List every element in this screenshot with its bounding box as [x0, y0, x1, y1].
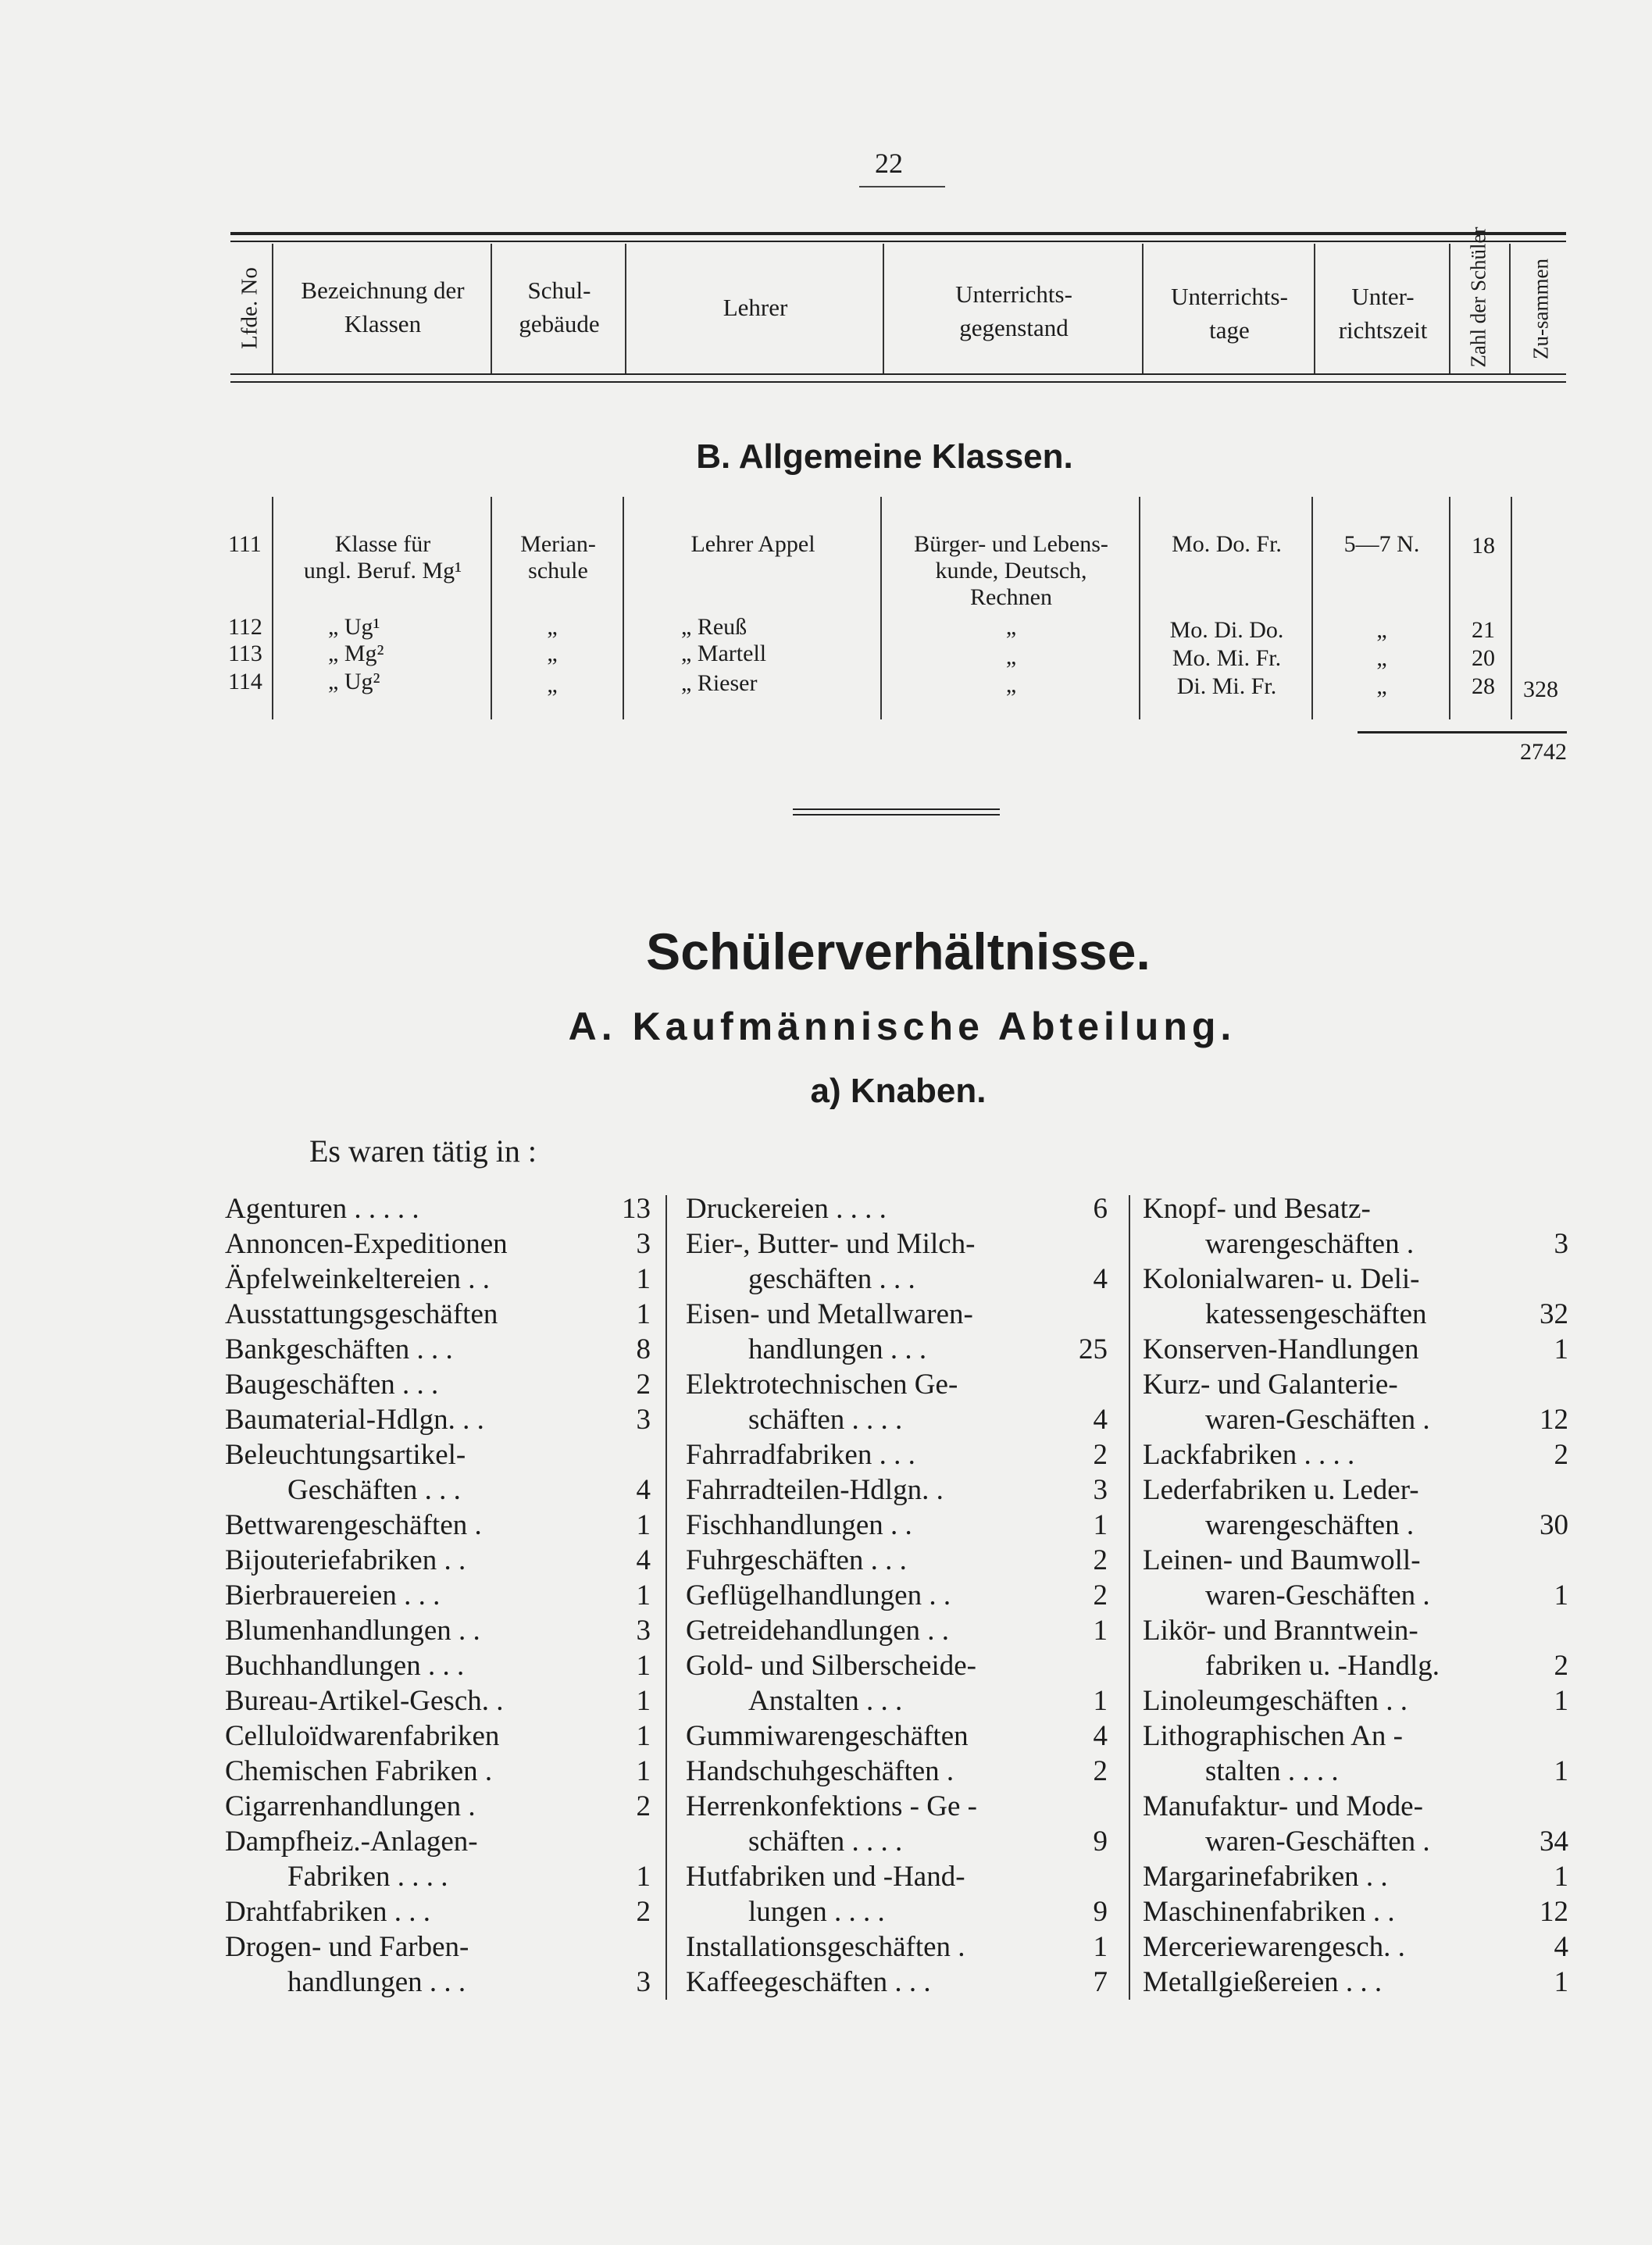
table-top-rule-thin	[230, 241, 1566, 242]
list-item-count: 2	[636, 1369, 651, 1401]
list-item-count: 1	[1554, 1685, 1568, 1717]
list-item	[225, 1965, 651, 2000]
section-title: B. Allgemeine Klassen.	[696, 437, 1073, 476]
list-item-label: Bettwarengeschäften .	[225, 1509, 482, 1541]
list-item-count: 12	[1540, 1404, 1568, 1436]
list-item-count: 13	[622, 1193, 651, 1225]
list-item	[1143, 1929, 1568, 1965]
list-item	[225, 1929, 651, 1965]
list-item-count: 1	[1093, 1509, 1108, 1541]
list-item	[1143, 1262, 1568, 1297]
list-item-count: 3	[636, 1615, 651, 1647]
list-item-label: Lackfabriken . . . .	[1143, 1439, 1355, 1471]
list-item	[225, 1191, 651, 1226]
row-114-gegenstand: „	[1005, 672, 1017, 698]
row-114-zahl: 28	[1472, 673, 1495, 699]
list-item-label: Chemischen Fabriken .	[225, 1755, 493, 1787]
row-112-zeit: „	[1376, 617, 1387, 643]
subsubheading: a) Knaben.	[810, 1072, 987, 1110]
list-item-count: 1	[1554, 1755, 1568, 1787]
body-separator	[272, 497, 273, 719]
list-item-count: 3	[1554, 1228, 1568, 1260]
list-item-label: Kurz- und Galanterie-	[1143, 1369, 1398, 1401]
list-item-label: Margarinefabriken . .	[1143, 1861, 1388, 1893]
list-item-label: Manufaktur- und Mode-	[1143, 1790, 1423, 1822]
list-item	[225, 1543, 651, 1578]
header-separator	[1314, 244, 1315, 373]
list-item-count: 1	[636, 1579, 651, 1611]
row-111-gebaeude: Merian- schule	[520, 531, 596, 584]
list-item	[686, 1402, 1108, 1437]
list-item-label: Getreidehandlungen . .	[686, 1615, 949, 1647]
list-item-label: Geschäften . . .	[287, 1474, 461, 1506]
table-header-bottom-rule	[230, 373, 1566, 375]
row-114-no: 114	[228, 669, 262, 694]
list-item	[225, 1789, 651, 1824]
row-113-zahl: 20	[1472, 645, 1495, 671]
list-item-label: Leinen- und Baumwoll-	[1143, 1544, 1421, 1576]
list-item	[1143, 1754, 1568, 1789]
list-item-label: Elektrotechnischen Ge-	[686, 1369, 958, 1401]
list-item	[225, 1297, 651, 1332]
list-item	[686, 1508, 1108, 1543]
header-unterrichtstage: Unterrichts- tage	[1171, 283, 1288, 344]
list-item-count: 1	[636, 1650, 651, 1682]
list-item-count: 1	[1554, 1966, 1568, 1998]
list-item	[225, 1437, 651, 1472]
list-item	[686, 1648, 1108, 1683]
list-column-1	[225, 1191, 651, 2000]
list-item	[686, 1859, 1108, 1894]
list-item-label: Annoncen-Expeditionen	[225, 1228, 508, 1260]
list-item-label: Cigarrenhandlungen .	[225, 1790, 476, 1822]
row-111-zeit: 5—7 N.	[1343, 531, 1420, 557]
list-item-label: Eier-, Butter- und Milch-	[686, 1228, 976, 1260]
header-lfde-no: Lfde. No	[237, 267, 262, 349]
row-112-lehrer: „ Reuß	[681, 614, 748, 640]
subtotal-zusammen: 328	[1523, 676, 1558, 702]
list-item-count: 9	[1093, 1896, 1108, 1928]
list-item	[1143, 1226, 1568, 1262]
list-item	[225, 1859, 651, 1894]
list-item-label: Lithographischen An -	[1143, 1720, 1403, 1752]
list-item	[1143, 1332, 1568, 1367]
body-separator	[491, 497, 492, 719]
header-unterrichtszeit: Unter- richtszeit	[1338, 283, 1428, 344]
list-column-separator	[665, 1195, 667, 2000]
header-unterrichtsgegenstand: Unterrichts- gegenstand	[955, 280, 1072, 341]
list-item	[686, 1226, 1108, 1262]
list-item-count: 3	[636, 1228, 651, 1260]
header-separator	[1142, 244, 1144, 373]
list-item-label: Fahrradteilen-Hdlgn. .	[686, 1474, 944, 1506]
list-item-label: Baugeschäften . . .	[225, 1369, 439, 1401]
row-113-klasse: „ Mg²	[328, 641, 384, 666]
row-113-gebaeude: „	[547, 641, 558, 666]
list-item-label: Beleuchtungsartikel-	[225, 1439, 466, 1471]
list-item-label: Baumaterial-Hdlgn. . .	[225, 1404, 484, 1436]
row-112-gegenstand: „	[1005, 614, 1017, 640]
list-item	[1143, 1543, 1568, 1578]
list-item-label: Eisen- und Metallwaren-	[686, 1298, 973, 1330]
list-item-count: 2	[1093, 1439, 1108, 1471]
row-114-zeit: „	[1376, 673, 1387, 699]
row-112-klasse: „ Ug¹	[328, 614, 380, 640]
list-item	[686, 1613, 1108, 1648]
list-item	[686, 1754, 1108, 1789]
list-item-label: schäften . . . .	[748, 1826, 903, 1858]
body-separator	[1139, 497, 1140, 719]
list-item-label: warengeschäften .	[1205, 1228, 1415, 1260]
list-item	[225, 1894, 651, 1929]
list-item-label: Buchhandlungen . . .	[225, 1650, 465, 1682]
grand-total: 2742	[1520, 739, 1567, 765]
row-111-no: 111	[228, 531, 262, 557]
list-item	[1143, 1789, 1568, 1824]
list-item	[686, 1683, 1108, 1719]
row-113-zeit: „	[1376, 645, 1387, 671]
list-item-count: 4	[1093, 1263, 1108, 1295]
list-item-count: 1	[1554, 1861, 1568, 1893]
list-item-count: 2	[1093, 1544, 1108, 1576]
row-111-gegenstand: Bürger- und Lebens- kunde, Deutsch, Rechnen	[914, 531, 1108, 610]
list-item-label: Äpfelweinkeltereien . .	[225, 1263, 491, 1295]
list-item-label: Blumenhandlungen . .	[225, 1615, 480, 1647]
body-separator	[1311, 497, 1313, 719]
list-item	[225, 1719, 651, 1754]
list-item	[686, 1367, 1108, 1402]
list-item-label: schäften . . . .	[748, 1404, 903, 1436]
row-111-klasse: Klasse für ungl. Beruf. Mg¹	[303, 531, 462, 584]
list-item-label: Celluloïdwarenfabriken	[225, 1720, 500, 1752]
list-item-count: 3	[1093, 1474, 1108, 1506]
list-item	[686, 1472, 1108, 1508]
list-item-count: 2	[636, 1896, 651, 1928]
list-item	[1143, 1719, 1568, 1754]
list-item-label: Anstalten . . .	[748, 1685, 903, 1717]
list-item	[1143, 1297, 1568, 1332]
list-item	[1143, 1683, 1568, 1719]
row-114-klasse: „ Ug²	[328, 669, 380, 694]
list-item	[225, 1472, 651, 1508]
list-item-count: 4	[1093, 1720, 1108, 1752]
list-item-label: lungen . . . .	[748, 1896, 885, 1928]
page-number: 22	[875, 148, 903, 179]
row-112-tage: Mo. Di. Do.	[1169, 617, 1284, 643]
list-item-label: Installationsgeschäften .	[686, 1931, 965, 1963]
page-number-underline	[859, 186, 945, 187]
list-item-count: 4	[636, 1544, 651, 1576]
list-item-count: 1	[1554, 1579, 1568, 1611]
header-zahl-der-schueler: Zahl der Schüler	[1466, 227, 1490, 368]
list-item-label: handlungen . . .	[748, 1333, 927, 1365]
section-divider-2	[793, 814, 1000, 816]
list-item	[225, 1613, 651, 1648]
list-item	[1143, 1472, 1568, 1508]
list-item-label: Bureau-Artikel-Gesch. .	[225, 1685, 504, 1717]
list-item	[686, 1332, 1108, 1367]
row-114-lehrer: „ Rieser	[681, 670, 758, 696]
header-zusammen: Zu-sammen	[1529, 259, 1553, 359]
list-item-label: Bierbrauereien . . .	[225, 1579, 441, 1611]
body-separator	[880, 497, 882, 719]
list-item-count: 9	[1093, 1826, 1108, 1858]
list-item	[686, 1191, 1108, 1226]
row-113-gegenstand: „	[1005, 644, 1017, 669]
list-item-label: geschäften . . .	[748, 1263, 915, 1295]
list-item-label: Knopf- und Besatz-	[1143, 1193, 1371, 1225]
row-111-zahl: 18	[1472, 533, 1495, 559]
row-112-zahl: 21	[1472, 617, 1495, 643]
list-item-label: waren-Geschäften .	[1205, 1826, 1430, 1858]
list-item	[225, 1754, 651, 1789]
list-item-count: 1	[1093, 1615, 1108, 1647]
list-item	[686, 1824, 1108, 1859]
list-item-count: 12	[1540, 1896, 1568, 1928]
list-item-count: 3	[636, 1966, 651, 1998]
list-item	[225, 1226, 651, 1262]
list-item-label: Geflügelhandlungen . .	[686, 1579, 951, 1611]
list-item-count: 1	[636, 1720, 651, 1752]
row-114-tage: Di. Mi. Fr.	[1176, 673, 1277, 699]
row-112-gebaeude: „	[547, 614, 558, 640]
list-item-label: Kolonialwaren- u. Deli-	[1143, 1263, 1420, 1295]
list-item	[1143, 1824, 1568, 1859]
list-item	[1143, 1402, 1568, 1437]
list-item-count: 2	[1554, 1650, 1568, 1682]
list-item	[225, 1367, 651, 1402]
list-item	[225, 1402, 651, 1437]
list-item-count: 4	[636, 1474, 651, 1506]
row-111-tage: Mo. Do. Fr.	[1172, 531, 1282, 557]
list-item-count: 3	[636, 1404, 651, 1436]
list-item-label: Handschuhgeschäften .	[686, 1755, 954, 1787]
header-separator	[625, 244, 626, 373]
list-item-label: Konserven-Handlungen	[1143, 1333, 1419, 1365]
list-item-label: Dampfheiz.-Anlagen-	[225, 1826, 478, 1858]
intro-text: Es waren tätig in :	[309, 1133, 537, 1169]
list-item	[225, 1648, 651, 1683]
list-item-label: Drogen- und Farben-	[225, 1931, 469, 1963]
list-column-separator	[1129, 1195, 1130, 2000]
body-separator	[1449, 497, 1450, 719]
list-item-label: waren-Geschäften .	[1205, 1579, 1430, 1611]
list-item	[225, 1578, 651, 1613]
list-item	[1143, 1648, 1568, 1683]
list-item-count: 25	[1079, 1333, 1108, 1365]
list-item	[1143, 1965, 1568, 2000]
list-item-count: 1	[636, 1298, 651, 1330]
row-112-no: 112	[228, 614, 262, 640]
list-item	[686, 1262, 1108, 1297]
main-heading: Schülerverhältnisse.	[646, 923, 1151, 980]
list-item-label: Agenturen . . . . .	[225, 1193, 419, 1225]
list-item	[686, 1789, 1108, 1824]
list-item	[1143, 1859, 1568, 1894]
list-item	[686, 1437, 1108, 1472]
header-separator	[883, 244, 884, 373]
list-item	[1143, 1191, 1568, 1226]
list-item-count: 1	[636, 1263, 651, 1295]
list-item-label: Fuhrgeschäften . . .	[686, 1544, 907, 1576]
list-item-count: 30	[1540, 1509, 1568, 1541]
list-item-label: Ausstattungsgeschäften	[225, 1298, 498, 1330]
list-item	[1143, 1894, 1568, 1929]
list-item-count: 1	[1093, 1685, 1108, 1717]
list-item	[686, 1543, 1108, 1578]
list-item-label: waren-Geschäften .	[1205, 1404, 1430, 1436]
list-item-count: 4	[1093, 1404, 1108, 1436]
list-item-count: 6	[1093, 1193, 1108, 1225]
list-item-label: Linoleumgeschäften . .	[1143, 1685, 1408, 1717]
list-column-2	[686, 1191, 1108, 2000]
list-item-label: Gold- und Silberscheide-	[686, 1650, 976, 1682]
section-divider	[793, 808, 1000, 810]
header-separator	[272, 244, 273, 373]
list-item-label: Hutfabriken und -Hand-	[686, 1861, 965, 1893]
list-item-count: 2	[1554, 1439, 1568, 1471]
row-111-lehrer: Lehrer Appel	[690, 531, 815, 557]
list-item	[1143, 1367, 1568, 1402]
list-item-count: 34	[1540, 1826, 1568, 1858]
table-top-rule	[230, 232, 1566, 235]
list-item-label: Bijouteriefabriken . .	[225, 1544, 466, 1576]
list-item-count: 1	[636, 1755, 651, 1787]
list-item	[686, 1965, 1108, 2000]
list-item-label: Drahtfabriken . . .	[225, 1896, 431, 1928]
header-schulgebaeude: Schul- gebäude	[519, 277, 600, 337]
list-item-count: 1	[1093, 1931, 1108, 1963]
list-item	[686, 1578, 1108, 1613]
row-113-lehrer: „ Martell	[681, 641, 767, 666]
list-item-count: 7	[1093, 1966, 1108, 1998]
list-item-label: Bankgeschäften . . .	[225, 1333, 453, 1365]
list-item-count: 1	[636, 1509, 651, 1541]
header-separator	[1449, 244, 1450, 373]
list-item-label: Metallgießereien . . .	[1143, 1966, 1383, 1998]
list-item-label: handlungen . . .	[287, 1966, 466, 1998]
list-item	[686, 1894, 1108, 1929]
header-separator	[1509, 244, 1511, 373]
list-column-3	[1143, 1191, 1568, 2000]
list-item	[225, 1683, 651, 1719]
list-item	[1143, 1508, 1568, 1543]
list-item-label: stalten . . . .	[1205, 1755, 1339, 1787]
list-item	[225, 1262, 651, 1297]
list-item-label: Fahrradfabriken . . .	[686, 1439, 915, 1471]
list-item-count: 2	[1093, 1755, 1108, 1787]
list-item-label: Fischhandlungen . .	[686, 1509, 912, 1541]
list-item-label: Maschinenfabriken . .	[1143, 1896, 1395, 1928]
row-113-no: 113	[228, 641, 262, 666]
list-item-label: Kaffeegeschäften . . .	[686, 1966, 931, 1998]
list-item-count: 1	[1554, 1333, 1568, 1365]
header-separator	[491, 244, 492, 373]
list-item-count: 1	[636, 1861, 651, 1893]
list-item-count: 4	[1554, 1931, 1568, 1963]
header-lehrer: Lehrer	[723, 294, 788, 321]
list-item	[1143, 1437, 1568, 1472]
body-separator	[1511, 497, 1512, 719]
list-item-count: 1	[636, 1685, 651, 1717]
list-item	[1143, 1613, 1568, 1648]
list-item-label: warengeschäften .	[1205, 1509, 1415, 1541]
row-114-gebaeude: „	[547, 672, 558, 698]
table-header-bottom-rule-2	[230, 381, 1566, 383]
header-bezeichnung: Bezeichnung der Klassen	[301, 277, 465, 337]
list-item-count: 2	[1093, 1579, 1108, 1611]
list-item	[225, 1824, 651, 1859]
list-item	[686, 1297, 1108, 1332]
list-item-label: Gummiwarengeschäften	[686, 1720, 969, 1752]
list-item-count: 8	[636, 1333, 651, 1365]
list-item-label: Fabriken . . . .	[287, 1861, 448, 1893]
list-item-label: Likör- und Branntwein-	[1143, 1615, 1418, 1647]
list-item	[1143, 1578, 1568, 1613]
subheading: A. Kaufmännische Abteilung.	[568, 1005, 1236, 1048]
list-item	[225, 1508, 651, 1543]
list-item-label: katessengeschäften	[1205, 1298, 1427, 1330]
row-113-tage: Mo. Mi. Fr.	[1172, 645, 1282, 671]
list-item	[686, 1929, 1108, 1965]
list-item-count: 2	[636, 1790, 651, 1822]
body-separator	[623, 497, 624, 719]
list-item	[225, 1332, 651, 1367]
list-item-count: 32	[1540, 1298, 1568, 1330]
list-item	[686, 1719, 1108, 1754]
list-item-label: Lederfabriken u. Leder-	[1143, 1474, 1419, 1506]
total-rule	[1358, 731, 1567, 733]
list-item-label: Merceriewarengesch. .	[1143, 1931, 1405, 1963]
list-item-label: fabriken u. -Handlg.	[1205, 1650, 1440, 1682]
list-item-label: Herrenkonfektions - Ge -	[686, 1790, 977, 1822]
list-item-label: Druckereien . . . .	[686, 1193, 887, 1225]
